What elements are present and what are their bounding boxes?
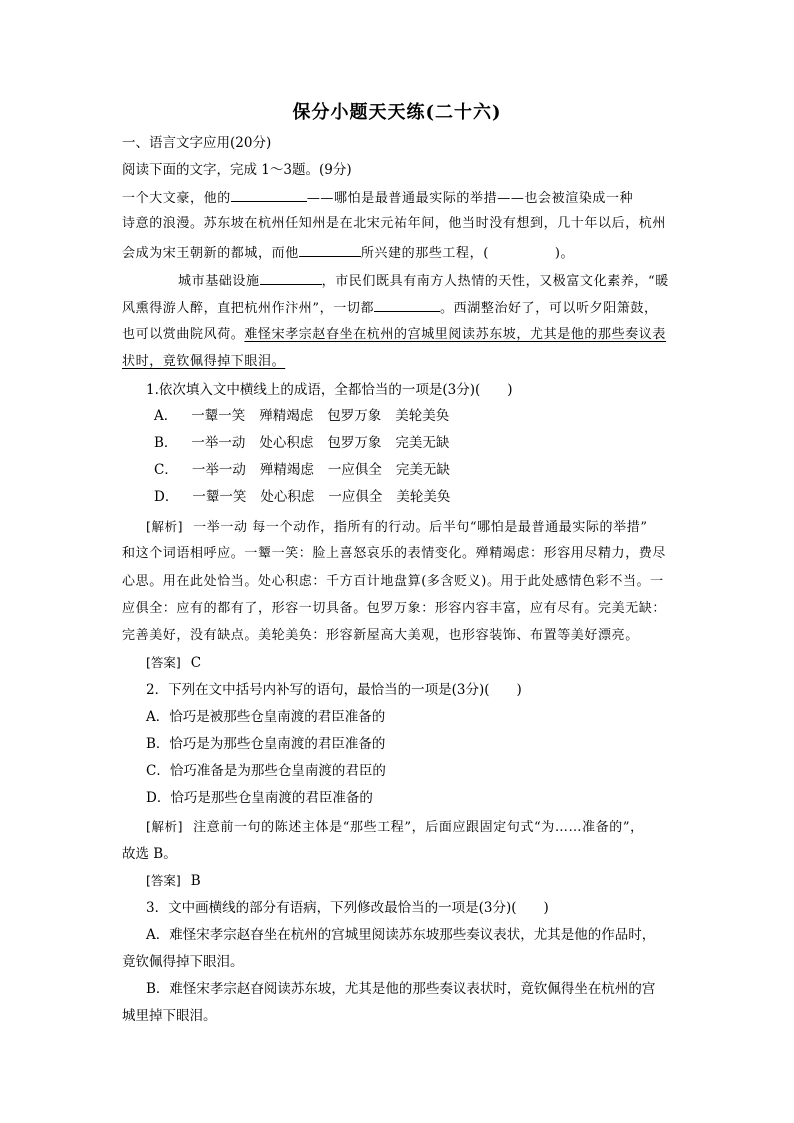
passage-text: ，市民们既具有南方人热情的天性，又极富文化素养，“暖 bbox=[321, 274, 669, 289]
q1-analysis-line: 心思。用在此处恰当。处心积虑：千方百计地盘算(多含贬义)。用于此处感情色彩不当。一 bbox=[122, 574, 664, 589]
option-letter: C． bbox=[154, 462, 178, 478]
q2-option-a: A．恰巧是被那些仓皇南渡的君臣准备的 bbox=[146, 709, 386, 725]
option-word: 包罗万象 bbox=[327, 435, 382, 451]
q2-analysis-line: 故选 B。 bbox=[122, 846, 177, 862]
underlined-sentence: 难怪宋孝宗赵昚坐在杭州的宫城里阅读苏东坡，尤其是他的那些奏议表 bbox=[244, 327, 667, 342]
q1-analysis-line: 完善美好，没有缺点。美轮美奂：形容新屋高大美观，也形容装饰、布置等美好漂亮。 bbox=[122, 628, 639, 643]
passage-line bbox=[122, 243, 574, 263]
option-word: 处心积虑 bbox=[259, 435, 314, 451]
q1-option-b bbox=[154, 434, 463, 452]
analysis-text: 注意前一句的陈述主体是“那些工程”，后面应跟固定句式“为……准备的”， bbox=[193, 820, 644, 835]
q2-answer bbox=[146, 872, 201, 890]
reading-instruction: 阅读下面的文字，完成 1～3题。(9分) bbox=[122, 162, 352, 178]
q3-option-a-cont: 竟钦佩得掉下眼泪。 bbox=[122, 954, 244, 970]
option-word: 一颦一笑 bbox=[191, 408, 246, 424]
option-word: 美轮美奂 bbox=[395, 408, 450, 424]
q2-option-c: C．恰巧准备是为那些仓皇南渡的君臣的 bbox=[146, 763, 386, 779]
option-word: 殚精竭虑 bbox=[259, 462, 314, 478]
q3-option-b-cont: 城里掉下眼泪。 bbox=[122, 1008, 217, 1024]
option-word: 美轮美奂 bbox=[396, 489, 451, 505]
answer-value: C bbox=[190, 655, 202, 671]
q3-option-b: B．难怪宋孝宗赵昚阅读苏东坡，尤其是他的那些奏议表状时，竟钦佩得坐在杭州的宫 bbox=[146, 981, 656, 997]
analysis-text: 一举一动 每一个动作，指所有的行动。后半句“哪怕是最普通最实际的举措” bbox=[193, 520, 648, 535]
option-word: 一举一动 bbox=[191, 435, 246, 451]
fill-blank bbox=[260, 271, 322, 285]
option-word: 一举一动 bbox=[191, 462, 246, 478]
passage-line: 诗意的浪漫。苏东坡在杭州任知州是在北宋元祐年间，他当时没有想到，几十年以后，杭州 bbox=[122, 216, 667, 231]
passage-text: 风熏得游人醉，直把杭州作汴州”，一切都 bbox=[122, 301, 375, 316]
passage-text: )。 bbox=[554, 246, 575, 261]
option-letter: D． bbox=[154, 489, 179, 505]
option-letter: A． bbox=[154, 408, 178, 424]
passage-text: 。西湖整治好了，可以听夕阳箫鼓， bbox=[440, 301, 658, 316]
answer-value: B bbox=[190, 873, 201, 889]
analysis-label: [解析] bbox=[146, 519, 184, 534]
option-word: 一颦一笑 bbox=[192, 489, 247, 505]
fill-blank bbox=[231, 188, 307, 202]
passage-text: 一个大文豪，他的 bbox=[122, 191, 231, 206]
option-word: 一应俱全 bbox=[328, 489, 383, 505]
option-letter: B． bbox=[154, 435, 178, 451]
option-word: 完美无缺 bbox=[395, 435, 450, 451]
passage-text: 也可以赏曲院风荷。 bbox=[122, 327, 245, 342]
q2-analysis-line bbox=[146, 818, 644, 837]
section-heading: 一、语言文字应用(20分) bbox=[122, 135, 272, 151]
q1-analysis-line: 和这个词语相呼应。一颦一笑：脸上喜怒哀乐的表情变化。殚精竭虑：形容用尽精力，费尽 bbox=[122, 546, 667, 561]
passage-line bbox=[122, 298, 658, 318]
option-word: 殚精竭虑 bbox=[259, 408, 314, 424]
fill-blank bbox=[299, 243, 361, 257]
passage-text: ——哪怕是最普通最实际的举措——也会被渲染成一种 bbox=[306, 191, 634, 206]
answer-label: [答案] bbox=[146, 873, 181, 888]
option-word: 一应俱全 bbox=[327, 462, 382, 478]
q1-answer bbox=[146, 654, 201, 672]
q1-option-d bbox=[154, 488, 464, 506]
passage-line bbox=[122, 188, 633, 208]
question-2-stem: 2．下列在文中括号内补写的语句，最恰当的一项是(3分)( ) bbox=[146, 682, 522, 698]
passage-line bbox=[122, 353, 285, 371]
question-1-stem: 1.依次填入文中横线上的成语，全都恰当的一项是(3分)( ) bbox=[146, 382, 513, 398]
option-word: 包罗万象 bbox=[327, 408, 382, 424]
page-title: 保分小题天天练(二十六) bbox=[292, 102, 502, 123]
q1-option-a bbox=[154, 407, 463, 425]
q1-option-c bbox=[154, 461, 464, 479]
option-word: 处心积虑 bbox=[260, 489, 315, 505]
q1-analysis-line bbox=[146, 518, 648, 537]
answer-label: [答案] bbox=[146, 655, 181, 670]
passage-text: 城市基础设施 bbox=[178, 274, 260, 289]
passage-text: 会成为宋王朝新的都城，而他 bbox=[122, 246, 299, 261]
fill-blank bbox=[374, 298, 440, 312]
passage-line bbox=[122, 326, 666, 344]
q1-analysis-line: 应俱全：应有的都有了，形容一切具备。包罗万象：形容内容丰富，应有尽有。完美无缺： bbox=[122, 601, 667, 616]
passage-line bbox=[178, 271, 669, 291]
analysis-label: [解析] bbox=[146, 819, 184, 834]
q2-option-d: D．恰巧是那些仓皇南渡的君臣准备的 bbox=[146, 790, 373, 806]
q2-option-b: B．恰巧是为那些仓皇南渡的君臣准备的 bbox=[146, 736, 386, 752]
passage-text: 所兴建的那些工程，( bbox=[360, 246, 489, 261]
question-3-stem: 3．文中画横线的部分有语病，下列修改最恰当的一项是(3分)( ) bbox=[146, 900, 549, 916]
option-word: 完美无缺 bbox=[395, 462, 450, 478]
q3-option-a: A．难怪宋孝宗赵昚坐在杭州的宫城里阅读苏东坡那些奏议表状，尤其是他的作品时， bbox=[146, 927, 656, 943]
underlined-sentence: 状时，竟钦佩得掉下眼泪。 bbox=[122, 354, 286, 369]
